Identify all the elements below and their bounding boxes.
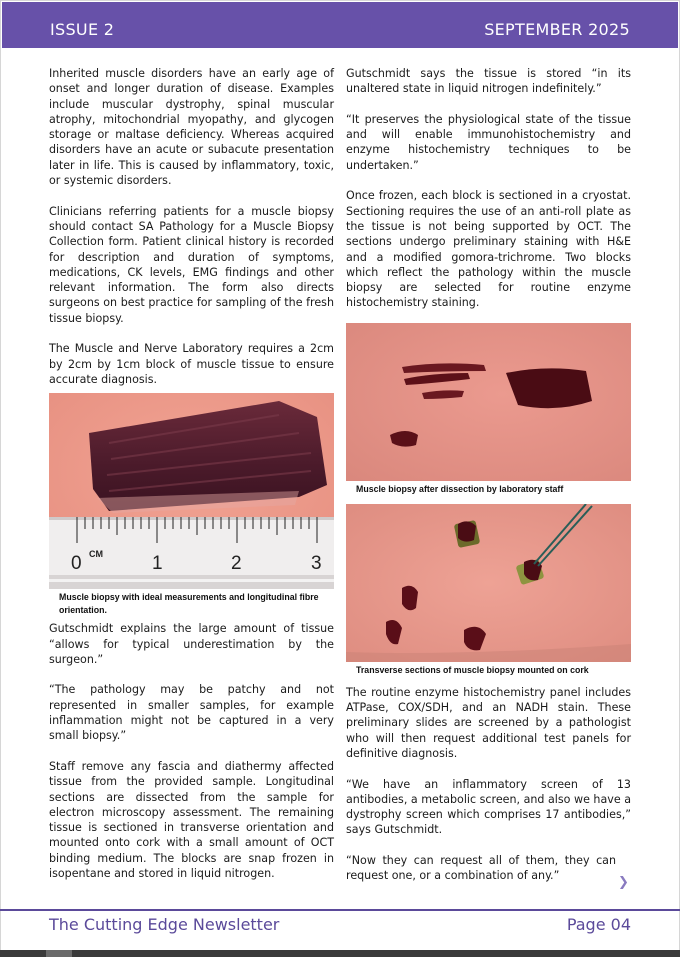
newsletter-title: The Cutting Edge Newsletter xyxy=(49,915,280,934)
muscle-biopsy-ruler-photo xyxy=(49,393,334,589)
paragraph: Clinicians referring patients for a muscle biopsy should contact SA Pathology for a Muscle Biopsy Collection form. Patient clinical history is recorded for description and duration of symptoms, medications, CK levels, EMG findings and other relevant information. The form also directs surgeons on best practice for sampling of the fresh tissue biopsy. xyxy=(49,204,334,325)
figure-caption: Muscle biopsy with ideal measurements and longitudinal fibre orientation. xyxy=(59,592,319,616)
paragraph: The Muscle and Nerve Laboratory requires a 2cm by 2cm by 1cm block of muscle tissue to ensure accurate diagnosis. xyxy=(49,342,334,386)
cork-sections-graphic xyxy=(346,504,631,662)
page-number: Page 04 xyxy=(566,915,631,934)
paragraph: Gutschmidt explains the large amount of tissue “allows for typical underestimation by the surgeon.” xyxy=(49,622,334,666)
paragraph: The routine enzyme histochemistry panel includes ATPase, COX/SDH, and an NADH stain. These preliminary slides are screened by a pathologist who will then request additional test panels for definitive diagnosis. xyxy=(346,685,631,760)
issue-date: SEPTEMBER 2025 xyxy=(484,20,630,39)
issue-label: ISSUE 2 xyxy=(50,20,115,39)
footer-divider xyxy=(0,909,680,911)
paragraph: “Now they can request all of them, they can request one, or a combination of any.” xyxy=(346,854,616,883)
ruler-two-label: 2 xyxy=(231,553,242,575)
figure-caption: Transverse sections of muscle biopsy mounted on cork xyxy=(356,664,589,675)
left-column xyxy=(49,66,334,881)
paragraph: Inherited muscle disorders have an early age of onset and longer duration of disease. Examples include muscular dystrophy, spinal muscular atrophy, mitochondrial myopathy, and glycogen storage or maltase deficiency. Whereas acquired disorders have an acute or subacute presentation later in life. This is caused by inflammatory, toxic, or systemic disorders. xyxy=(49,67,334,188)
figure-caption: Muscle biopsy after dissection by laboratory staff xyxy=(356,483,564,494)
ruler-three-label: 3 xyxy=(311,553,322,575)
paragraph: “It preserves the physiological state of the tissue and will enable immunohistochemistry and enzyme histochemistry techniques to be undertaken.” xyxy=(346,112,631,172)
ruler-one-label: 1 xyxy=(152,553,163,575)
bottom-bar xyxy=(0,950,680,957)
paragraph: Once frozen, each block is sectioned in a cryostat. Sectioning requires the use of an anti-roll plate as the tissue is not being supported by OCT. The sections undergo preliminary staining with H&E and a modified gomora-trichrome. Two blocks which reflect the pathology within the muscle biopsy are selected for routine enzyme histochemistry staining. xyxy=(346,189,631,310)
ruler-photo-graphic xyxy=(49,393,334,589)
right-column xyxy=(346,66,631,884)
cork-mounted-sections-photo xyxy=(346,504,631,662)
ruler-unit-label: CM xyxy=(89,549,103,560)
bottom-bar-stub xyxy=(46,950,72,957)
paragraph: “We have an inflammatory screen of 13 antibodies, a metabolic screen, and also we have a dystrophy screen which comprises 17 antibodies,” says Gutschmidt. xyxy=(346,777,631,837)
next-page-chevron-icon[interactable]: ❯ xyxy=(618,875,629,890)
paragraph: Staff remove any fascia and diathermy affected tissue from the provided sample. Longitudinal sections are dissected from the sample for electron microscopy assessment. The remaining tissue is sectioned in transverse orientation and mounted onto cork with a small amount of OCT binding medium. The blocks are snap frozen in isopentane and stored in liquid nitrogen. xyxy=(49,759,334,880)
newsletter-header xyxy=(2,2,678,48)
dissected-biopsy-graphic xyxy=(346,323,631,481)
paragraph: “The pathology may be patchy and not represented in smaller samples, for example inflammation might not be captured in a very small biopsy.” xyxy=(49,683,334,743)
dissected-biopsy-photo xyxy=(346,323,631,481)
paragraph: Gutschmidt says the tissue is stored “in its unaltered state in liquid nitrogen indefinitely.” xyxy=(346,67,631,96)
ruler-zero-label: 0 xyxy=(71,553,82,575)
